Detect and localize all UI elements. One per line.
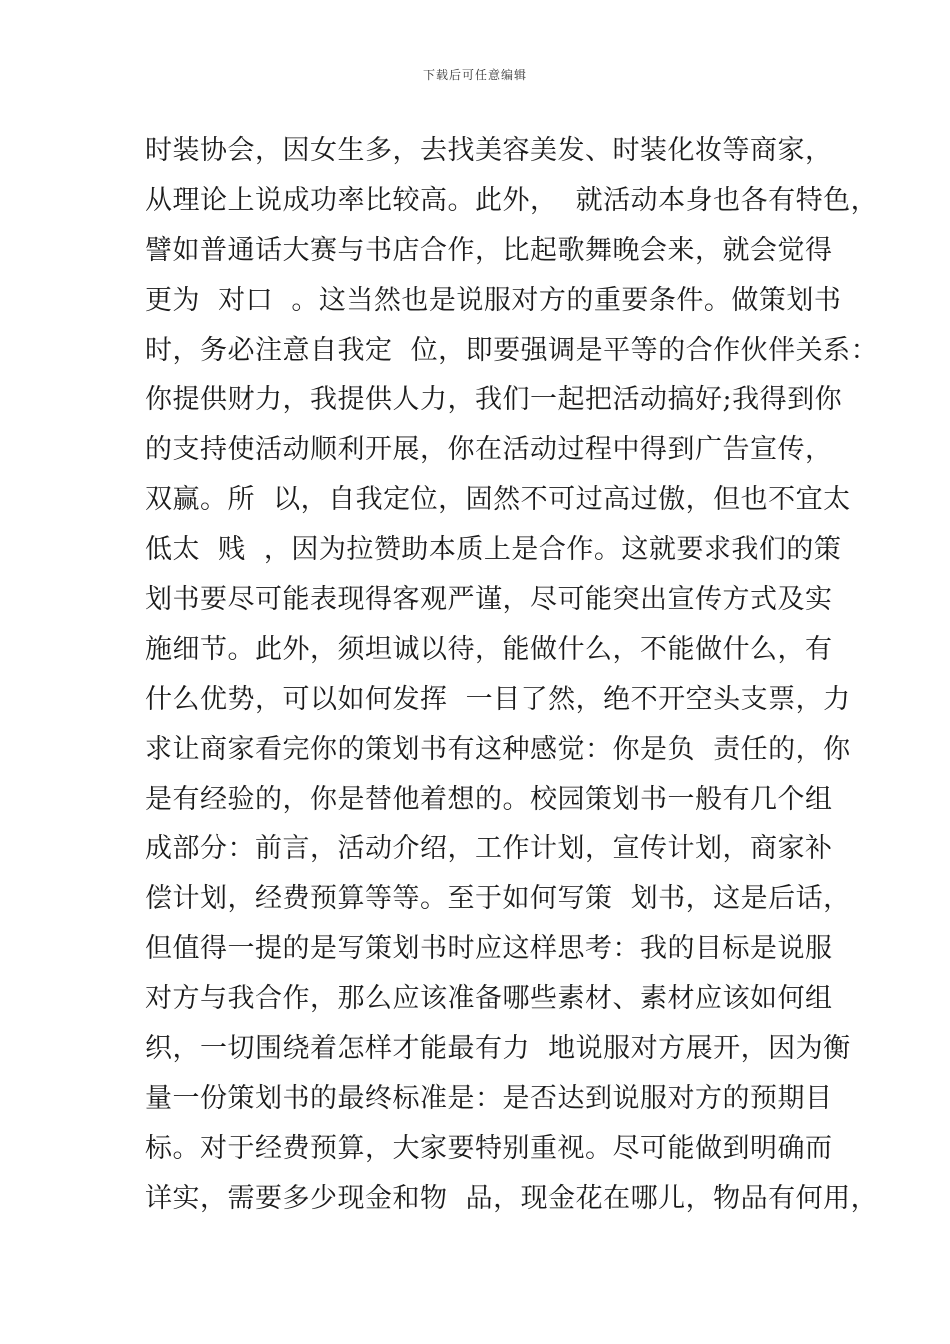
text-line: 更为 对口 。这当然也是说服对方的重要条件。做策划书 [145, 284, 842, 316]
text-line: 施细节。此外，须坦诚以待，能做什么，不能做什么，有 [145, 633, 833, 665]
text-line: 但值得一提的是写策划书时应这样思考：我的目标是说服 [145, 933, 833, 965]
text-line: 的支持使活动顺利开展，你在活动过程中得到广告宣传， [145, 434, 833, 466]
text-line: 标。对于经费预算，大家要特别重视。尽可能做到明确而 [145, 1132, 833, 1164]
text-line: 你提供财力，我提供人力，我们一起把活动搞好;我得到你 [145, 384, 843, 416]
text-line: 是有经验的，你是替他着想的。校园策划书一般有几个组 [145, 783, 833, 815]
text-line: 什么优势，可以如何发挥 一目了然，绝不开空头支票，力 [145, 683, 851, 715]
text-line: 对方与我合作，那么应该准备哪些素材、素材应该如何组 [145, 983, 833, 1015]
text-line: 时，务必注意自我定 位，即要强调是平等的合作伙伴关系： [145, 334, 879, 366]
text-line: 量一份策划书的最终标准是：是否达到说服对方的预期目 [145, 1082, 833, 1114]
text-line: 从理论上说成功率比较高。此外， 就活动本身也各有特色， [145, 184, 879, 216]
text-line: 成部分：前言，活动介绍，工作计划，宣传计划，商家补 [145, 833, 833, 865]
text-line: 详实，需要多少现金和物 品，现金花在哪儿，物品有何用， [145, 1182, 879, 1214]
body-text [145, 126, 879, 1224]
text-line: 双赢。所 以，自我定位，固然不可过高过傲，但也不宜太 [145, 484, 851, 516]
text-line: 划书要尽可能表现得客观严谨，尽可能突出宣传方式及实 [145, 584, 833, 616]
text-line: 织，一切围绕着怎样才能最有力 地说服对方展开，因为衡 [145, 1033, 851, 1065]
text-line: 低太 贱 ，因为拉赞助本质上是合作。这就要求我们的策 [145, 534, 842, 566]
text-line: 偿计划，经费预算等等。至于如何写策 划书，这是后话， [145, 883, 851, 915]
text-line: 时装协会，因女生多，去找美容美发、时装化妆等商家， [145, 135, 833, 166]
text-line: 求让商家看完你的策划书有这种感觉：你是负 责任的，你 [145, 733, 851, 765]
text-line: 譬如普通话大赛与书店合作，比起歌舞晚会来，就会觉得 [145, 234, 833, 266]
page-header: 下载后可任意编辑 [422, 68, 527, 82]
